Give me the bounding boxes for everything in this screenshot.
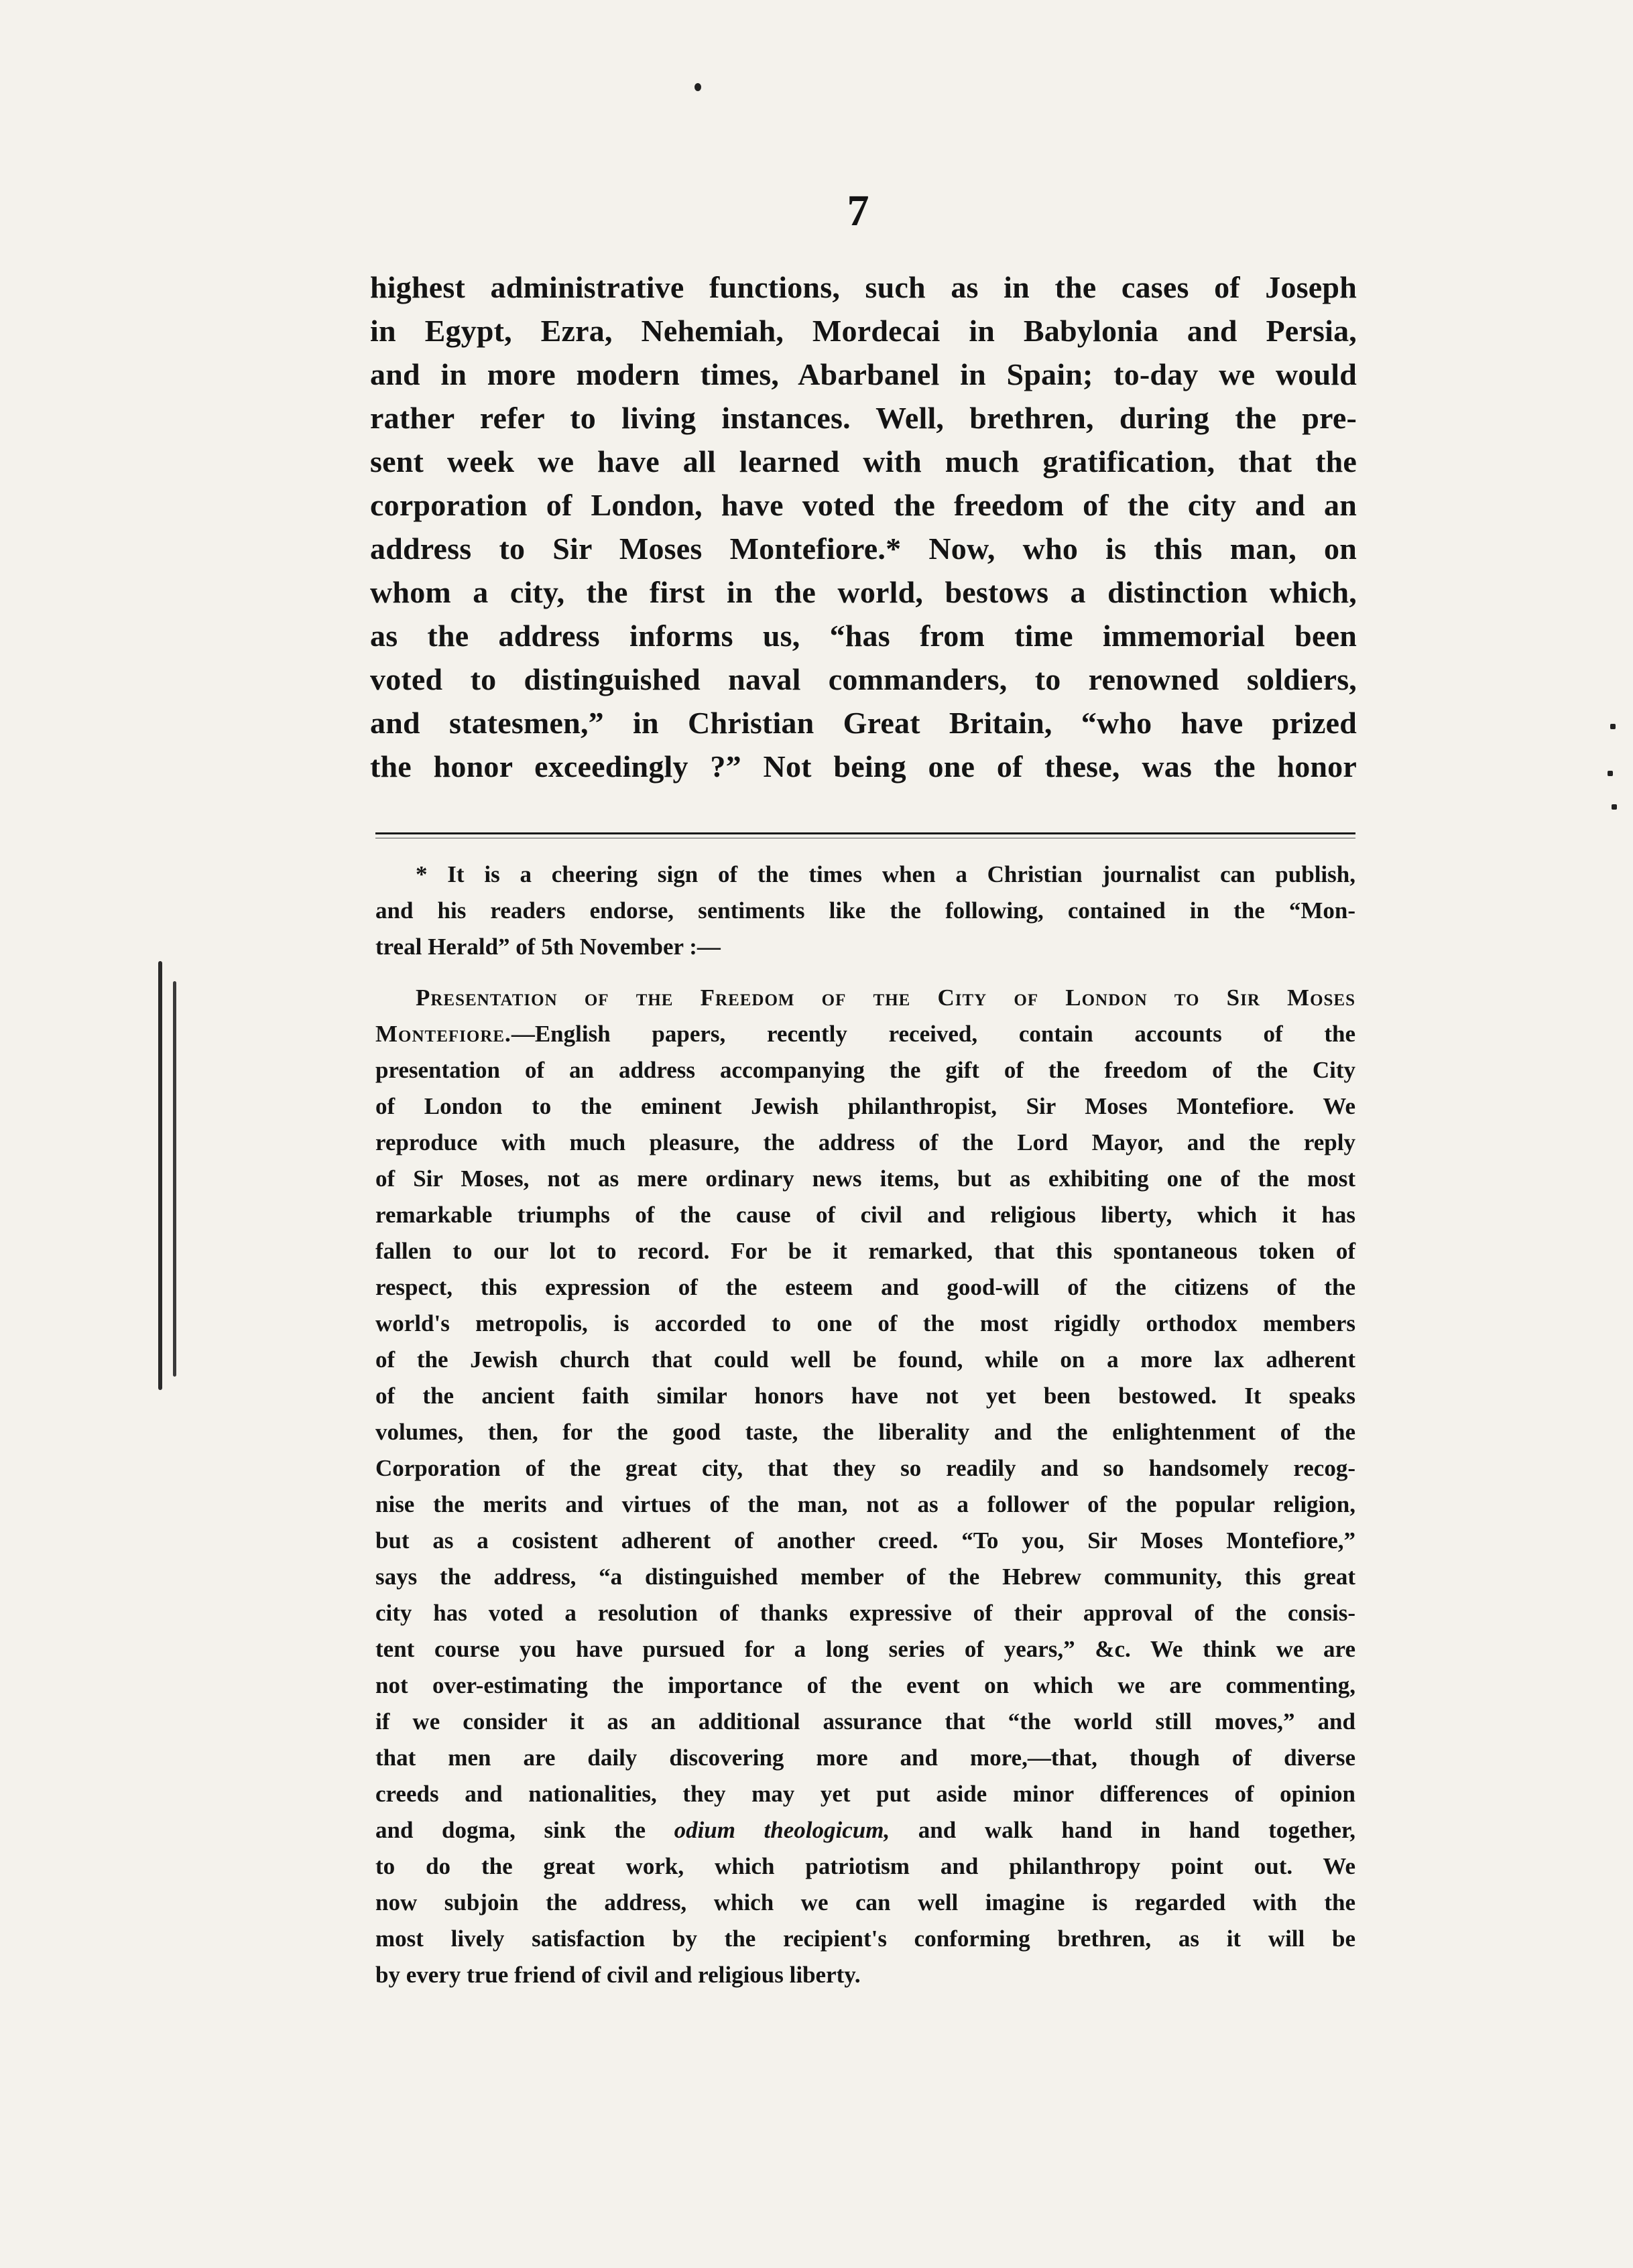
body-line: rather refer to living instances. Well, brethren, during the pre- [370, 401, 1357, 435]
footnote-line: most lively satisfaction by the recipient's conforming brethren, as it will be [375, 1926, 1355, 1952]
footnote-line: of London to the eminent Jewish philanthropist, Sir Moses Montefiore. We [375, 1093, 1355, 1119]
footnote-line: by every true friend of civil and religious liberty. [375, 1962, 861, 1988]
footnote-line: of the Jewish church that could well be found, while on a more lax adherent [375, 1346, 1355, 1373]
main-text [370, 265, 1357, 788]
footnote-heading: Presentation of the Freedom of the City of London to Sir Moses [416, 985, 1355, 1011]
footnote-line: nise the merits and virtues of the man, not as a follower of the popular religion, [375, 1491, 1355, 1517]
footnote-line [375, 1016, 1355, 1052]
footnote-line: treal Herald” of 5th November :— [375, 934, 721, 960]
body-line: highest administrative functions, such as in the cases of Joseph [370, 270, 1357, 304]
body-line: corporation of London, have voted the freedom of the city and an [370, 488, 1357, 522]
footnote-line: of Sir Moses, not as mere ordinary news items, but as exhibiting one of the most [375, 1166, 1355, 1192]
footnote [375, 857, 1355, 1993]
footnote-line: city has voted a resolution of thanks expressive of their approval of the consis- [375, 1600, 1355, 1626]
footnote-line: to do the great work, which patriotism and philanthropy point out. We [375, 1853, 1355, 1879]
footnote-line-text: and dogma, sink the [375, 1817, 674, 1843]
footnote-line: fallen to our lot to record. For be it remarked, that this spontaneous token of [375, 1238, 1355, 1264]
footnote-line: respect, this expression of the esteem and good-will of the citizens of the [375, 1274, 1355, 1300]
footnote-line: remarkable triumphs of the cause of civil and religious liberty, which it has [375, 1202, 1355, 1228]
footnote-line: if we consider it as an additional assurance that “the world still moves,” and [375, 1708, 1355, 1735]
footnote-line: now subjoin the address, which we can well imagine is regarded with the [375, 1889, 1355, 1915]
footnote-line: says the address, “a distinguished member of the Hebrew community, this great [375, 1564, 1355, 1590]
body-line: as the address informs us, “has from time immemorial been [370, 619, 1357, 653]
body-line: the honor exceedingly ?” Not being one of these, was the honor [370, 749, 1357, 783]
body-line: and in more modern times, Abarbanel in Spain; to-day we would [370, 357, 1357, 391]
body-line: in Egypt, Ezra, Nehemiah, Mordecai in Babylonia and Persia, [370, 314, 1357, 348]
footnote-line: not over-estimating the importance of the event on which we are commenting, [375, 1672, 1355, 1698]
footnote-line: volumes, then, for the good taste, the liberality and the enlightenment of the [375, 1419, 1355, 1445]
footnote-divider [375, 832, 1355, 834]
footnote-line: reproduce with much pleasure, the address of the Lord Mayor, and the reply [375, 1129, 1355, 1155]
footnote-line [375, 1812, 1355, 1848]
footnote-line: of the ancient faith similar honors have not yet been bestowed. It speaks [375, 1383, 1355, 1409]
footnote-line-text: —English papers, recently received, contain accounts of the [511, 1021, 1355, 1047]
footnote-line: tent course you have pursued for a long series of years,” &c. We think we are [375, 1636, 1355, 1662]
body-line: sent week we have all learned with much gratification, that the [370, 444, 1357, 479]
footnote-line: presentation of an address accompanying the gift of the freedom of the City [375, 1057, 1355, 1083]
footnote-line: and his readers endorse, sentiments like the following, contained in the “Mon- [375, 897, 1355, 924]
binding-thread-mark [156, 961, 182, 1390]
edge-scan-mark [1606, 724, 1618, 818]
footnote-line: creeds and nationalities, they may yet put aside minor differences of opinion [375, 1781, 1355, 1807]
body-line: and statesmen,” in Christian Great Britain, “who have prized [370, 706, 1357, 740]
footnote-heading-end: Montefiore. [375, 1021, 511, 1047]
footnote-line: * It is a cheering sign of the times when a Christian journalist can publish, [416, 861, 1355, 887]
printer-dot [694, 83, 701, 91]
footnote-line-text: and walk hand in hand together, [890, 1817, 1356, 1843]
body-line: whom a city, the first in the world, bestows a distinction which, [370, 575, 1357, 609]
body-line: voted to distinguished naval commanders, to renowned soldiers, [370, 662, 1357, 696]
latin-phrase: odium theologicum, [674, 1817, 890, 1843]
footnote-line: that men are daily discovering more and more,—that, though of diverse [375, 1745, 1355, 1771]
footnote-line: Corporation of the great city, that they so readily and so handsomely recog- [375, 1455, 1355, 1481]
page-number: 7 [847, 186, 869, 235]
body-line: address to Sir Moses Montefiore.* Now, who is this man, on [370, 531, 1357, 566]
footnote-line: but as a cosistent adherent of another creed. “To you, Sir Moses Montefiore,” [375, 1527, 1355, 1554]
footnote-line: world's metropolis, is accorded to one of the most rigidly orthodox members [375, 1310, 1355, 1336]
